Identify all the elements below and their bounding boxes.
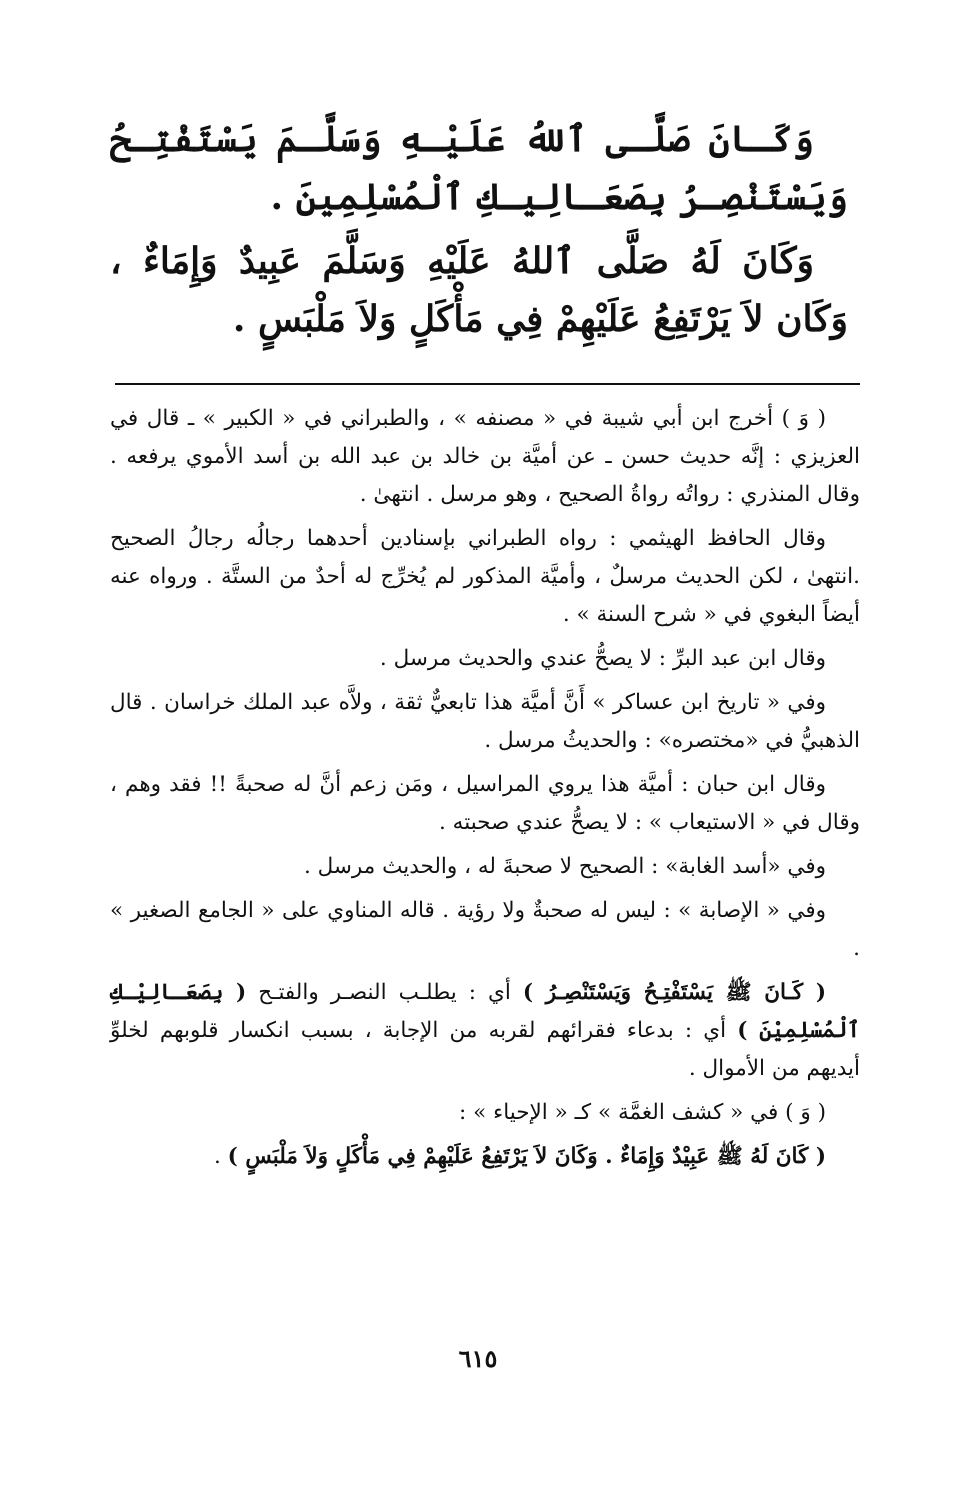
page-number: ٦١٥ [458, 1344, 498, 1373]
quoted-matn: ( بِصَعَـالِيْـكِ ٱلْمُسْلِمِيْنَ ) [110, 980, 860, 1043]
commentary-paragraph: ( وَ ) في « كشف الغمَّة » كـ « الإحياء » : [459, 1100, 826, 1125]
commentary-paragraph [110, 974, 860, 1088]
commentary-paragraph: ( وَ ) أخرج ابن أبي شيبة في « مصنفه » ، والطبراني في « الكبير » ـ قال في العزيزي : إنَّه حديث حسن ـ عن أميَّة بن خالد بن عبد الله بن أسد الأموي يرفعه . وقال المنذري : رواتُه رواةُ الصحيح ، وهو مرسل . انتهىٰ . [110, 406, 860, 507]
commentary-paragraph [110, 1138, 860, 1176]
main-text [110, 110, 848, 354]
commentary-paragraph: وفي « الإصابة » : ليس له صحبةٌ ولا رؤية . قاله المناوي على « الجامع الصغير » . [110, 898, 860, 961]
commentary-paragraph: وفي «أسد الغابة» : الصحيح لا صحبةَ له ، والحديث مرسل . [303, 854, 826, 879]
quoted-matn: ( كَانَ لَهُ ﷺ عَبِيْدٌ وَإِمَاءٌ . وَكَانَ لاَ يَرْتَفِعُ عَلَيْهِمْ فِي مَأْكَلٍ وَلاَ مَلْبَسٍ ) [227, 1144, 826, 1169]
commentary [110, 400, 860, 1182]
commentary-text: . [213, 1144, 228, 1169]
commentary-text: أي : يطلـب النصـر والفتـح [246, 980, 523, 1005]
commentary-paragraph: وفي « تاريخ ابن عساكر » أَنَّ أميَّة هذا تابعيٌّ ثقة ، ولاَّه عبد الملك خراسان . قال الذهبيُّ في «مختصره» : والحديثُ مرسل . [110, 690, 860, 753]
commentary-paragraph: وقال الحافظ الهيثمي : رواه الطبراني بإسنادين أحدهما رجالُه رجالُ الصحيح .انتهىٰ ، لكن الحديث مرسلٌ ، وأميَّة المذكور لم يُخرِّج له أحدٌ من الستَّة . ورواه عنه أيضاً البغوي في « شرح السنة » . [110, 526, 860, 627]
main-paragraph: وَكَانَ لَهُ صَلَّى ٱللهُ عَلَيْهِ وَسَلَّمَ عَبِيدٌ وَإِمَاءٌ ، وَكَان لاَ يَرْتَفِعُ عَلَيْهِمْ فِي مَأْكَلٍ وَلاَ مَلْبَسٍ . [110, 240, 848, 340]
commentary-paragraph: وقال ابن عبد البرِّ : لا يصحُّ عندي والحديث مرسل . [379, 646, 826, 671]
main-paragraph: وَكَـانَ صَلَّـى ٱللهُ عَلَيْـهِ وَسَلَّـمَ يَسْتَفْتِـحُ وَيَسْتَنْصِـرُ بِصَعَـالِيـكِ ٱلْمُسْلِمِينَ . [110, 118, 848, 218]
quoted-matn: ( كَـانَ ﷺ يَسْتَفْتِـحُ وَيَسْتَنْصِـرُ ) [522, 980, 826, 1005]
commentary-text: أي : بدعاء فقرائهم لقربه من الإجابة ، بسبب انكسار قلوبهم لخلوِّ أيديهم من الأموال . [110, 1018, 860, 1081]
commentary-paragraph: وقال ابن حبان : أميَّة هذا يروي المراسيل ، ومَن زعم أنَّ له صحبةً !! فقد وهم ، وقال في « الاستيعاب » : لا يصحُّ عندي صحبته . [110, 772, 860, 835]
footnote-separator [115, 383, 860, 385]
